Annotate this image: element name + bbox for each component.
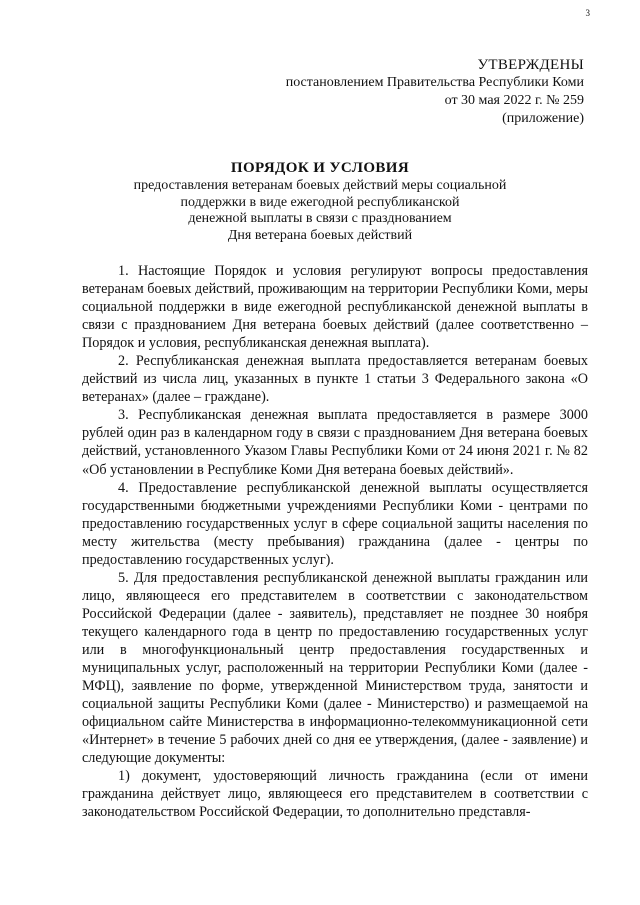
subtitle-line: поддержки в виде ежегодной республиканской	[180, 194, 460, 210]
paragraph-5: 5. Для предоставления республиканской денежной выплаты гражданин или лицо, являющееся его представителем в соответствии с законодательством Российской Федерации (далее - заявитель), представляет не позднее 30 ноября текущего календарного года в центр по предоставлению государственных услуг или в многофункциональный центр предоставления государственных и муниципальных услуг, расположенный на территории Республики Коми (далее - МФЦ), заявление по форме, утвержденной Министерством труда, занятости и социальной защиты Республики Коми (далее - Министерство) и размещаемой на официальном сайте Министерства в информационно-телекоммуникационной сети «Интернет» в течение 5 рабочих дней со дня ее утверждения, (далее - заявление) и следующие документы:	[82, 569, 588, 767]
subtitle-line: Дня ветерана боевых действий	[227, 227, 413, 243]
document-body	[82, 262, 588, 821]
document-title: ПОРЯДОК И УСЛОВИЯ	[230, 160, 410, 176]
subtitle-line: денежной выплаты в связи с празднованием	[188, 211, 452, 226]
title-block	[100, 158, 540, 244]
approval-heading: УТВЕРЖДЕНЫ	[477, 57, 584, 73]
approval-line-2: от 30 мая 2022 г. № 259	[444, 93, 584, 108]
paragraph-4: 4. Предоставление республиканской денежной выплаты осуществляется государственными бюджетными учреждениями Республики Коми - центрами по предоставлению государственных услуг в сфере социальной защиты населения по месту жительства (месту пребывания) гражданина (далее - центры по предоставлению государственных услуг).	[82, 479, 588, 568]
paragraph-3: 3. Республиканская денежная выплата предоставляется в размере 3000 рублей один раз в календарном году в связи с празднованием Дня ветерана боевых действий, установленного Указом Главы Республики Коми от 24 июня 2021 г. № 82 «Об установлении в Республике Коми Дня ветерана боевых действий».	[82, 407, 588, 478]
paragraph-2: 2. Республиканская денежная выплата предоставляется ветеранам боевых действий из числа лиц, указанных в пункте 1 статьи 3 Федерального закона «О ветеранах» (далее – граждане).	[82, 353, 588, 406]
paragraph-5-item-1: 1) документ, удостоверяющий личность гражданина (если от имени гражданина действует лицо, являющееся его представителем в соответствии с законодательством Российской Федерации, то дополнительно представля-	[82, 768, 588, 821]
approval-line-1: постановлением Правительства Республики Коми	[285, 75, 584, 90]
paragraph-1: 1. Настоящие Порядок и условия регулируют вопросы предоставления ветеранам боевых действий, проживающим на территории Республики Коми, меры социальной поддержки в виде ежегодной республиканской денежной выплаты в связи с празднованием Дня ветерана боевых действий (далее соответственно – Порядок и условия, республиканская денежная выплата).	[82, 263, 588, 352]
subtitle-line: предоставления ветеранам боевых действий меры социальной	[133, 178, 507, 193]
approval-stamp	[286, 56, 584, 128]
page-number: 3	[585, 8, 590, 18]
approval-line-3: (приложение)	[502, 111, 584, 126]
